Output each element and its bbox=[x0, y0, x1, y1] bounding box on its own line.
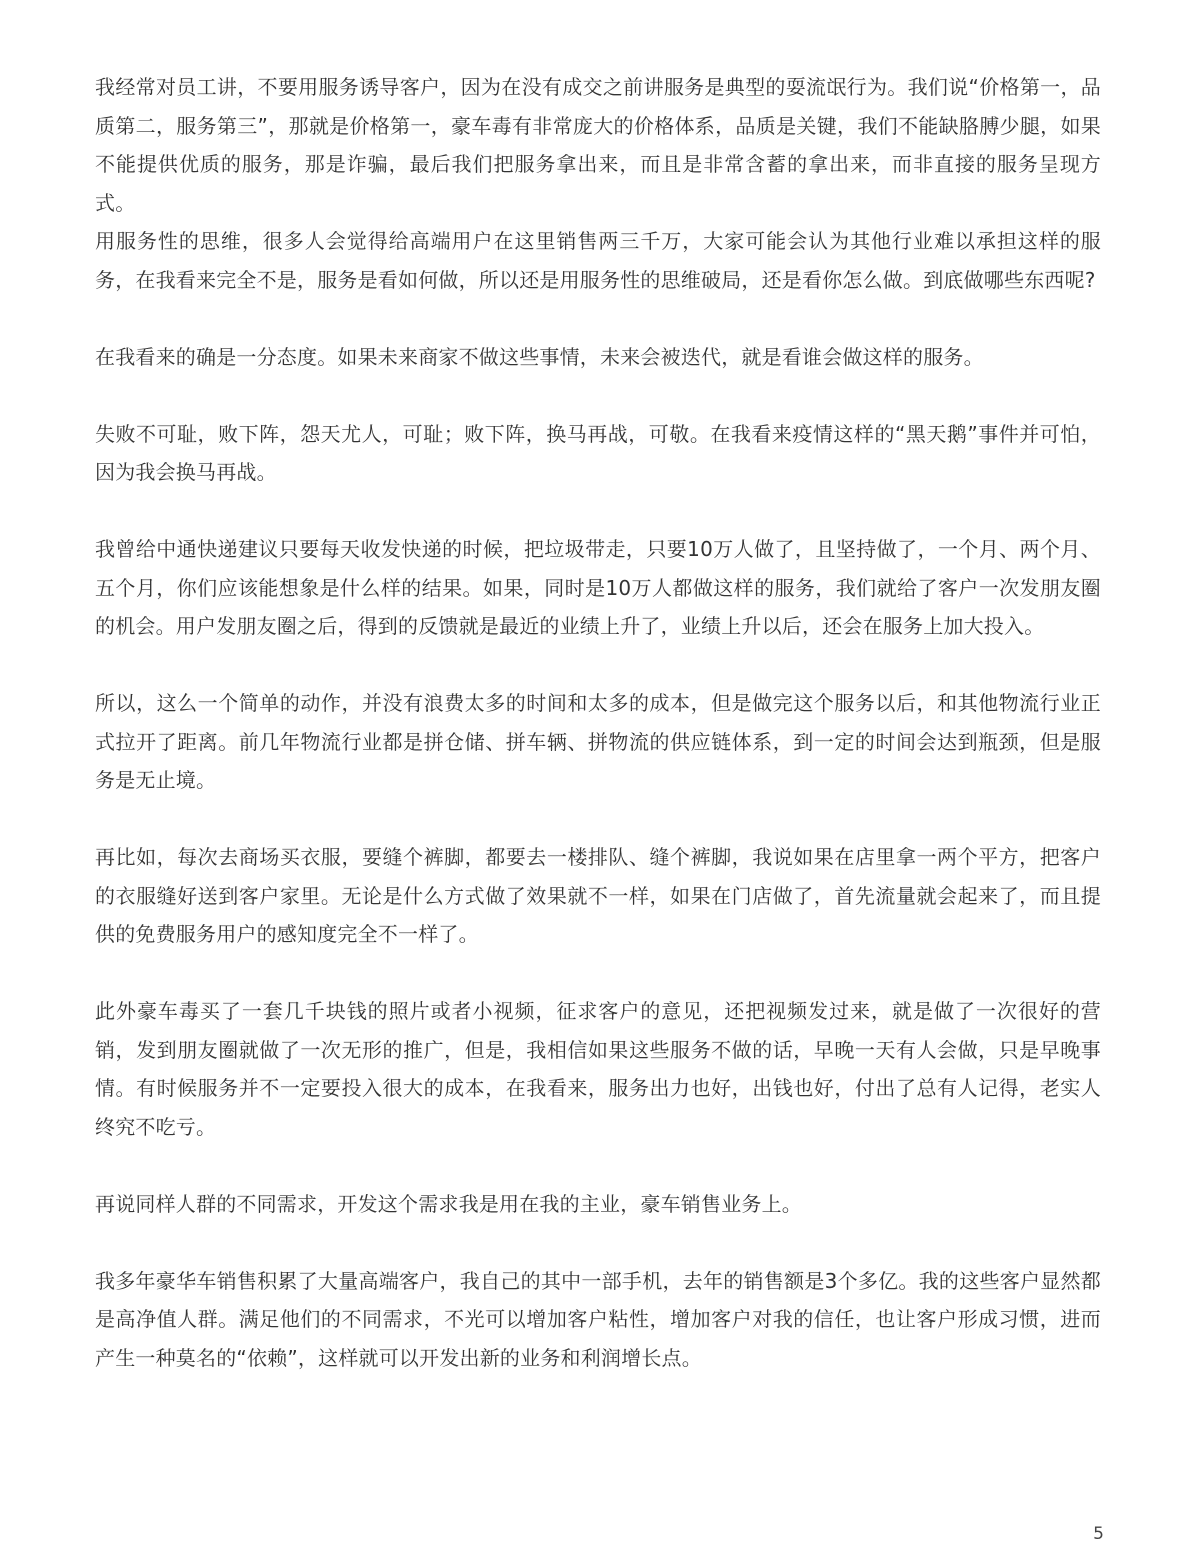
paragraph: 我多年豪华车销售积累了大量高端客户，我自己的其中一部手机，去年的销售额是3个多亿。我的这些客户显然都是高净值人群。满足他们的不同需求，不光可以增加客户粘性，增加客户对我的信任，也让客户形成习惯，进而产生一种莫名的“依赖”，这样就可以开发出新的业务和利润增长点。 bbox=[95, 1268, 1101, 1370]
paragraph: 再说同样人群的不同需求，开发这个需求我是用在我的主业，豪车销售业务上。 bbox=[95, 1191, 802, 1216]
paragraph: 所以，这么一个简单的动作，并没有浪费太多的时间和太多的成本，但是做完这个服务以后，和其他物流行业正式拉开了距离。前几年物流行业都是拼仓储、拼车辆、拼物流的供应链体系，到一定的时间会达到瓶颈，但是服务是无止境。 bbox=[95, 691, 1101, 792]
paragraph-spacer bbox=[95, 492, 1101, 531]
paragraph-spacer bbox=[95, 376, 1101, 415]
paragraph-spacer bbox=[95, 646, 1101, 685]
paragraph-spacer bbox=[95, 299, 1101, 338]
paragraph: 此外豪车毒买了一套几千块钱的照片或者小视频，征求客户的意见，还把视频发过来，就是做了一次很好的营销，发到朋友圈就做了一次无形的推广，但是，我相信如果这些服务不做的话，早晚一天有人会做，只是早晚事情。有时候服务并不一定要投入很大的成本，在我看来，服务出力也好，出钱也好，付出了总有人记得，老实人终究不吃亏。 bbox=[95, 999, 1101, 1139]
paragraph: 我曾给中通快递建议只要每天收发快递的时候，把垃圾带走，只要10万人做了，且坚持做了，一个月、两个月、五个月，你们应该能想象是什么样的结果。如果，同时是10万人都做这样的服务，我们就给了客户一次发朋友圈的机会。用户发朋友圈之后，得到的反馈就是最近的业绩上升了，业绩上升以后，还会在服务上加大投入。 bbox=[95, 537, 1101, 638]
paragraph: 失败不可耻，败下阵，怨天尤人，可耻；败下阵，换马再战，可敬。在我看来疫情这样的“黑天鹅”事件并可怕，因为我会换马再战。 bbox=[95, 421, 1101, 484]
paragraph-spacer bbox=[95, 1223, 1101, 1262]
paragraph: 再比如，每次去商场买衣服，要缝个裤脚，都要去一楼排队、缝个裤脚，我说如果在店里拿一两个平方，把客户的衣服缝好送到客户家里。无论是什么方式做了效果就不一样，如果在门店做了，首先流量就会起来了，而且提供的免费服务用户的感知度完全不一样了。 bbox=[95, 845, 1101, 946]
document-body bbox=[95, 68, 1101, 1377]
paragraph-spacer bbox=[95, 800, 1101, 839]
paragraph-spacer bbox=[95, 1146, 1101, 1185]
paragraph: 在我看来的确是一分态度。如果未来商家不做这些事情，未来会被迭代，就是看谁会做这样的服务。 bbox=[95, 344, 984, 369]
paragraph: 我经常对员工讲，不要用服务诱导客户，因为在没有成交之前讲服务是典型的耍流氓行为。我们说“价格第一，品质第二，服务第三”，那就是价格第一，豪车毒有非常庞大的价格体系，品质是关键，我们不能缺胳膊少腿，如果不能提供优质的服务，那是诈骗，最后我们把服务拿出来，而且是非常含蓄的拿出来，而非直接的服务呈现方式。 bbox=[95, 75, 1101, 215]
paragraph: 用服务性的思维，很多人会觉得给高端用户在这里销售两三千万，大家可能会认为其他行业难以承担这样的服务，在我看来完全不是，服务是看如何做，所以还是用服务性的思维破局，还是看你怎么做。到底做哪些东西呢? bbox=[95, 229, 1101, 292]
page-number: 5 bbox=[1093, 1524, 1104, 1544]
paragraph-spacer bbox=[95, 954, 1101, 993]
